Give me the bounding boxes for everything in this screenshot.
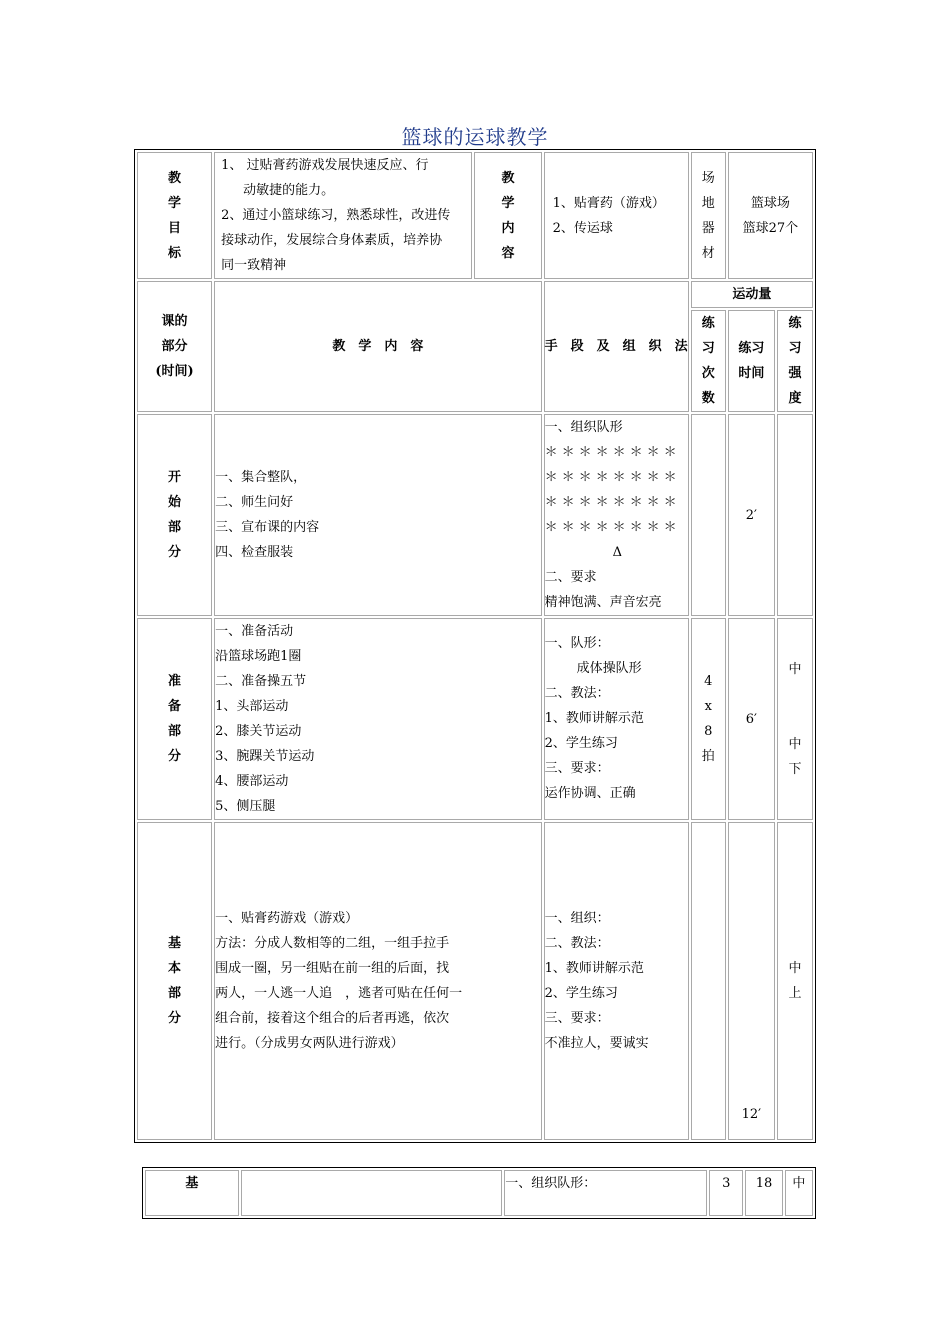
section-time: 12′ bbox=[728, 822, 775, 1140]
section-content bbox=[214, 822, 541, 1140]
method-line: 一、队形： bbox=[544, 636, 610, 651]
objective-line: 1、 过贴膏药游戏发展快速反应、行 bbox=[221, 158, 429, 173]
content-item: 1、贴膏药（游戏） bbox=[552, 195, 665, 211]
section-intensity bbox=[777, 822, 813, 1140]
intensity-char: 上 bbox=[788, 986, 802, 1001]
formation-row: ＊＊＊＊＊＊＊＊ bbox=[544, 495, 681, 510]
continuation-content bbox=[241, 1170, 502, 1216]
content-line: 一、集合整队， bbox=[215, 470, 307, 485]
method-line: 1、教师讲解示范 bbox=[544, 711, 644, 726]
section-part bbox=[137, 414, 212, 616]
formation-row: ＊＊＊＊＊＊＊＊ bbox=[544, 445, 681, 460]
method-line: 二、要求 bbox=[544, 570, 597, 585]
section-reps bbox=[691, 618, 726, 820]
header-method: 手 段 及 组 织 法 bbox=[544, 281, 689, 412]
intensity-char: 中 bbox=[788, 736, 802, 752]
method-line: 二、教法： bbox=[544, 936, 610, 951]
section-content bbox=[214, 618, 541, 820]
header-time-label: 练习 时间 bbox=[738, 341, 765, 381]
continuation-reps: 3 bbox=[709, 1170, 743, 1216]
intensity-char: 下 bbox=[788, 761, 802, 777]
content-line: 5、侧压腿 bbox=[215, 799, 276, 814]
vertical-label: 开 始 部 分 bbox=[168, 470, 182, 560]
intensity-char: 中 bbox=[788, 661, 802, 677]
section-method bbox=[544, 414, 689, 616]
content-line: 一、准备活动 bbox=[215, 624, 294, 639]
content-line: 2、膝关节运动 bbox=[215, 724, 302, 739]
continuation-intensity: 中 bbox=[785, 1170, 813, 1216]
section-reps bbox=[691, 822, 726, 1140]
continuation-method: 一、组织队形： bbox=[504, 1170, 707, 1216]
content-line: 二、准备操五节 bbox=[215, 674, 307, 689]
header-reps bbox=[691, 310, 726, 412]
method-line: 一、组织： bbox=[544, 911, 610, 926]
vertical-label: 练 习 次 数 bbox=[701, 316, 715, 406]
content-line: 一、贴膏药游戏（游戏） bbox=[215, 911, 359, 926]
vertical-label: 场 地 器 材 bbox=[701, 170, 715, 261]
venue-item: 篮球场 bbox=[750, 195, 790, 211]
section-content bbox=[214, 414, 541, 616]
section-method bbox=[544, 618, 689, 820]
section-method bbox=[544, 822, 689, 1140]
content-line: 围成一圈，另一组贴在前一组的后面，找 bbox=[215, 961, 450, 976]
objective-line: 动敏捷的能力。 bbox=[243, 183, 335, 198]
reps-char: 拍 bbox=[701, 749, 715, 764]
header-part-label: 课的 部分 (时间) bbox=[155, 314, 194, 379]
method-line: 不准拉人，要诚实 bbox=[544, 1036, 649, 1051]
section-part bbox=[137, 822, 212, 1140]
vertical-label: 教 学 目 标 bbox=[168, 170, 182, 261]
header-time bbox=[728, 310, 775, 412]
continuation-part: 基 bbox=[145, 1170, 239, 1216]
section-intensity bbox=[777, 618, 813, 820]
content-line: 二、师生问好 bbox=[215, 495, 294, 510]
content-line: 组合前，接着这个组合的后者再逃，依次 bbox=[215, 1011, 450, 1026]
formation-row: ＊＊＊＊＊＊＊＊ bbox=[544, 520, 681, 535]
vertical-label: 练 习 强 度 bbox=[788, 316, 802, 406]
vertical-label: 基 本 部 分 bbox=[168, 936, 182, 1026]
vertical-label: 教 学 内 容 bbox=[501, 170, 515, 261]
header-load: 运动量 bbox=[691, 281, 813, 308]
section-part bbox=[137, 618, 212, 820]
reps-char: x bbox=[704, 699, 712, 714]
method-line: 运作协调、正确 bbox=[544, 786, 636, 801]
venue-item: 篮球27个 bbox=[742, 220, 799, 236]
venue-items bbox=[728, 152, 813, 279]
section-time: 2′ bbox=[728, 414, 775, 616]
teacher-marker: Δ bbox=[612, 545, 622, 560]
method-line: 三、要求： bbox=[544, 1011, 610, 1026]
method-line: 精神饱满、声音宏亮 bbox=[544, 595, 662, 610]
reps-char: 4 bbox=[704, 674, 713, 689]
formation-row: ＊＊＊＊＊＊＊＊ bbox=[544, 470, 681, 485]
vertical-label: 准 备 部 分 bbox=[168, 674, 182, 764]
content-item: 2、传运球 bbox=[552, 220, 613, 236]
venue-label bbox=[691, 152, 726, 279]
content-line: 1、头部运动 bbox=[215, 699, 289, 714]
reps-char: 8 bbox=[704, 724, 713, 739]
content-line: 两人，一人逃一人追 ，逃者可贴在任何一 bbox=[215, 986, 463, 1001]
page-title: 篮球的运球教学 bbox=[401, 125, 549, 149]
header-intensity bbox=[777, 310, 813, 412]
content-line: 进行。（分成男女两队进行游戏） bbox=[215, 1036, 404, 1051]
lesson-plan-table bbox=[134, 149, 816, 1143]
method-line: 1、教师讲解示范 bbox=[544, 961, 644, 976]
content-line: 3、腕踝关节运动 bbox=[215, 749, 315, 764]
header-part bbox=[137, 281, 212, 412]
content-items bbox=[544, 152, 689, 279]
objective-line: 同一致精神 bbox=[221, 258, 287, 273]
continuation-time: 18 bbox=[745, 1170, 782, 1216]
objective-line: 接球动作，发展综合身体素质，培养协 bbox=[221, 233, 443, 248]
method-line: 2、学生练习 bbox=[544, 736, 618, 751]
method-line: 一、组织队形 bbox=[544, 420, 623, 435]
content-label bbox=[474, 152, 541, 279]
content-line: 沿篮球场跑1圈 bbox=[215, 649, 302, 664]
method-line: 二、教法： bbox=[544, 686, 610, 701]
objectives-text bbox=[214, 152, 472, 279]
objective-line: 2、通过小篮球练习，熟悉球性，改进传 bbox=[221, 208, 451, 223]
method-line: 三、要求： bbox=[544, 761, 610, 776]
intensity-char: 中 bbox=[788, 961, 802, 976]
section-intensity bbox=[777, 414, 813, 616]
content-line: 三、宣布课的内容 bbox=[215, 520, 320, 535]
continuation-table bbox=[142, 1167, 816, 1219]
content-line: 4、腰部运动 bbox=[215, 774, 289, 789]
section-reps bbox=[691, 414, 726, 616]
content-line: 四、检查服装 bbox=[215, 545, 294, 560]
section-time: 6′ bbox=[728, 618, 775, 820]
content-line: 方法：分成人数相等的二组，一组手拉手 bbox=[215, 936, 450, 951]
header-content: 教 学 内 容 bbox=[214, 281, 541, 412]
objectives-label bbox=[137, 152, 212, 279]
method-line: 成体操队形 bbox=[576, 661, 642, 676]
method-line: 2、学生练习 bbox=[544, 986, 618, 1001]
